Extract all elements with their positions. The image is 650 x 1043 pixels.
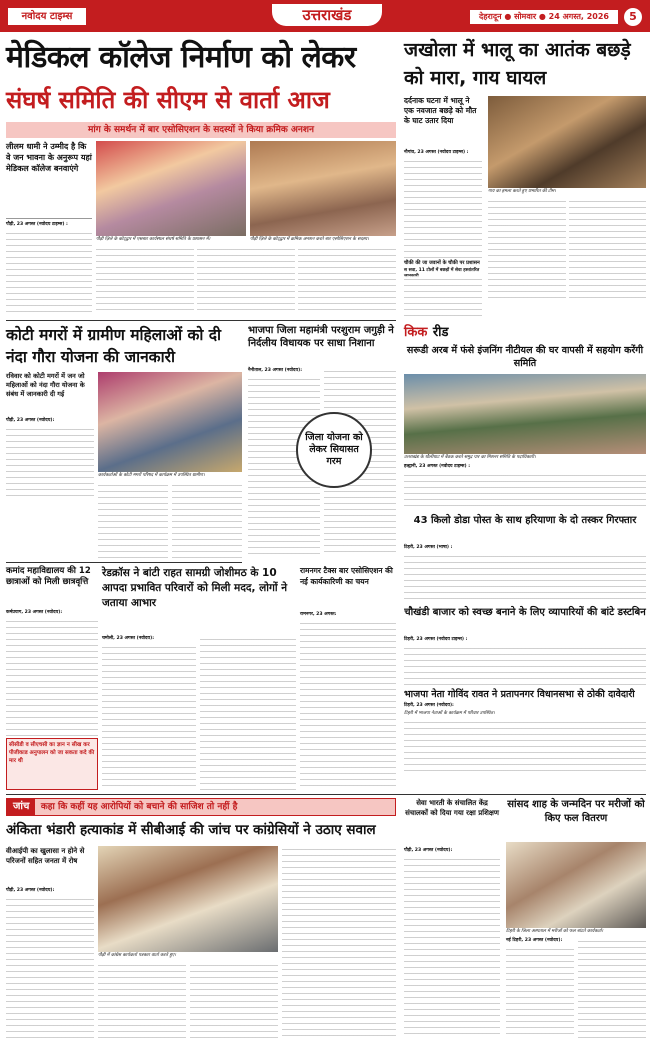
bear-bullet-box [404, 96, 482, 148]
ankita-headline: अंकिता भंडारी हत्याकांड में सीबीआई की जांच पर कांग्रेसियों ने उठाए सवाल [6, 822, 376, 838]
kamad-ad-box [6, 738, 98, 790]
lead-bullet: लीलम धामी ने उम्मीद है कि वे जन भावना के अनुरूप यहां मेडिकल कॉलेज बनवाएंगे [6, 142, 92, 173]
lead-body-col3 [197, 246, 295, 312]
nanda-dateline: पौड़ी, 23 अगस्त (नवोदय): [6, 418, 55, 423]
ankita-bullet: वीआईपी का खुलासा न होने से परिजनों सहित जनता में रोष [6, 847, 85, 865]
lead-headline-1: मेडिकल कॉलेज निर्माण को लेकर [6, 40, 356, 75]
ankita-body-col4 [282, 846, 396, 1038]
bjp-headline: भाजपा जिला महामंत्री परशुराम जगुड़ी ने निर्दलीय विधायक पर साधा निशाना [248, 325, 394, 349]
mp-body-col2 [578, 938, 646, 1038]
kick-label: किक [404, 325, 428, 340]
redcross-body-col2 [200, 636, 296, 790]
kick-header [404, 324, 646, 342]
lead-body-col1 [6, 230, 92, 312]
kick-suffix: रीड [432, 325, 449, 340]
kamad-dateline: कर्मप्रयाग, 23 अगस्त (नवोदय): [6, 610, 63, 615]
masthead-bar [0, 0, 650, 32]
lead-bullet-box [6, 141, 92, 219]
bear-body-col2 [488, 198, 566, 298]
redcross-headline: रेडक्रॉस ने बांटी राहत सामग्री जोशीमठ के 10 आपदा प्रभावित परिवारों को मिली मदद, लोगों ने जताया आभार [102, 567, 288, 609]
newspaper-logo: नवोदय टाइम्स [8, 8, 86, 25]
kick-body [404, 472, 646, 510]
lead-caption-1: पौड़ी ज़िले के कोट्‌द्वार में एसबार कार्यस्थल संघर्ष समिति के प्रशासन में। [96, 237, 211, 242]
bear-body-col4 [404, 276, 482, 318]
nanda-photo [98, 372, 242, 472]
bear-bullet: दर्दनाक घटना में भालू ने एक नवजात बछड़े को मौत के घाट उतार दिया [404, 96, 477, 125]
lead-photo-1 [96, 141, 246, 236]
section-title: उत्तराखंड [272, 4, 382, 26]
doda-headline: 43 किलो डोडा पोस्त के साथ हरियाणा के दो तस्कर गिरफ्तार [413, 515, 637, 526]
bear-photo [488, 96, 646, 188]
kick-headline: सरूडी अरब में फंसे इंजनिंग नीटीयल की घर वापसी में सहयोग करेंगी समिति [406, 345, 644, 369]
divider-1 [6, 320, 396, 321]
tribute-body [404, 856, 500, 1038]
kamad-headline: कमांद महाविद्यालय की 12 छात्राओं को मिली छात्रवृत्ति [6, 566, 91, 587]
doda-body [404, 553, 646, 603]
govind-title: भाजपा नेता गोविंद रावत ने प्रतापनगर विधानसभा से ठोकी दावेदारी [404, 689, 635, 700]
bear-subhead-2: स सवा, 11 टोलों में बछड़ों में सेवा हस्तांतरित [404, 268, 480, 273]
ramnagar-dateline: रामनगर, 23 अगस्त: [300, 612, 337, 617]
bjp-pullquote: जिला योजना को लेकर सियासत गरम [305, 432, 363, 467]
mp-caption: टिहरी के जिला अस्पताल में मरीजों को फल बांटते कार्यकर्ता। [506, 929, 604, 934]
divider-2 [6, 562, 242, 563]
bjp-dateline: नैनीताल, 23 अगस्त (नवोदय): [248, 368, 303, 373]
mp-headline: सांसद शाह के जन्मदिन पर मरीजों को किए फल वितरण [507, 799, 645, 824]
ankita-bullet-box [6, 846, 94, 886]
bottom-strap [6, 798, 396, 816]
lead-strap: मांग के समर्थन में बार एसोसिएशन के सदस्यों ने किया क्रमिक अनशन [6, 122, 396, 138]
govind-dateline: टिहरी, 23 अगस्त (नवोदय): [404, 703, 454, 708]
bear-body-col1 [404, 158, 482, 258]
ramnagar-headline: रामनगर टैक्स बार एसोसिएशन की नई कार्यकारिणी का चयन [300, 566, 393, 586]
lead-body-col2 [96, 246, 194, 312]
nanda-body-col3 [172, 482, 242, 560]
nanda-bullet: रविवार को कोटी मगरों में जन जो महिलाओं को नंदा गौरा योजना के संबंध में जानकारी दी गई [6, 372, 85, 398]
ankita-dateline: पौड़ी, 23 अगस्त (नवोदय): [6, 888, 55, 893]
kick-photo [404, 374, 646, 454]
ankita-caption: पौड़ी में कांग्रेस कार्यकर्ता पत्रकार वार्ता करते हुए। [98, 953, 176, 958]
bear-body-col3 [569, 198, 646, 298]
ramnagar-body [300, 620, 396, 790]
lead-photo-2 [250, 141, 396, 236]
bear-headline: जखोला में भालू का आतंक बछड़े को मारा, गाय घायल [404, 39, 631, 89]
mp-photo [506, 842, 646, 928]
redcross-body-col1 [102, 644, 196, 790]
divider-3 [6, 794, 646, 795]
kick-dateline: हल्द्वानी, 23 अगस्त (नवोदय टाइम्स) : [404, 464, 471, 469]
lead-headline-2-text: संघर्ष समिति की सीएम से वार्ता आज [6, 86, 330, 114]
nanda-headline: कोटी मगरों में ग्रामीण महिलाओं को दी नंदा गौरा योजना की जानकारी [6, 326, 222, 366]
mp-dateline: नई टिहरी, 23 अगस्त (नवोदय): [506, 938, 563, 943]
nanda-body-col1 [6, 426, 94, 496]
bear-subhead: चौकी की जा जवानों के चौकी पर प्रशासन [404, 260, 480, 266]
bear-dateline: नौगांव, 23 अगस्त (नवोदय टाइम्स) : [404, 150, 469, 155]
bazaar-body [404, 645, 646, 685]
bazaar-dateline: टिहरी, 23 अगस्त (नवोदय टाइम्स) : [404, 637, 468, 642]
nanda-caption: कार्यकर्ताओं के कोटी मगरों परिषद में कार्यक्रम में उपस्थित ग्रामीण। [98, 473, 205, 478]
kick-caption: उत्तराखंड के धौलीघाट में बैठक करते समुद्र पार का मिशनर समिति के पदाधिकारी। [404, 455, 536, 460]
page-number: 5 [624, 8, 642, 26]
nanda-body-col2 [98, 482, 168, 560]
tribute-headline: सेवा भारती के संचालित केंद्र संचालकों को दिया गया रक्षा प्रशिक्षण [405, 799, 499, 817]
govind-block [404, 688, 646, 792]
bazaar-headline: चौखंडी बाजार को स्वच्छ बनाने के लिए व्यापारियों की बांटे डस्टबिन [404, 607, 646, 618]
mp-body-col1 [506, 946, 574, 1038]
redcross-dateline: चमोली, 23 अगस्त (नवोदय): [102, 636, 155, 641]
lead-dateline: पौड़ी, 23 अगस्त (नवोदय टाइम्स) : [6, 222, 68, 227]
lead-caption-2: पौड़ी ज़िले के कोट्‌द्वार में क्रमिक अनशन करते बार एसोसिएशन के सदस्य। [250, 237, 369, 242]
ankita-photo [98, 846, 278, 952]
lead-headline-2 [6, 80, 396, 120]
ankita-body-col2 [98, 962, 186, 1038]
nanda-bullet-box [6, 372, 94, 416]
bottom-strap-label: जांच [7, 799, 35, 815]
bear-caption: गाय का हमला करते हुए प्रभारित की टीम। [488, 189, 556, 194]
tribute-dateline: पौड़ी, 23 अगस्त (नवोदय): [404, 848, 453, 853]
ankita-body-col3 [190, 962, 278, 1038]
kamad-ad: सीसीडी व सीएचसी का ज्ञान न सीख कर पीजीकाड अनुपालन को जा सकता कदे की मार थी [9, 742, 95, 764]
issue-date: देहरादून ● सोमवार ● 24 अगस्त, 2026 [470, 10, 618, 24]
govind-body [404, 719, 646, 771]
bottom-strap-text: कहा कि कहीं यह आरोपियों को बचाने की साजिश तो नहीं है [40, 802, 238, 812]
govind-caption: टिहरी में भाजपा नेताओं के कार्यक्रम में परिवार उपस्थित। [404, 711, 495, 716]
lead-body-col4 [298, 246, 396, 312]
kamad-body [6, 618, 98, 736]
doda-dateline: टिहरी, 23 अगस्त (भाषा) : [404, 545, 453, 550]
bjp-pullquote-circle [296, 412, 372, 488]
ankita-body-col1 [6, 896, 94, 1038]
